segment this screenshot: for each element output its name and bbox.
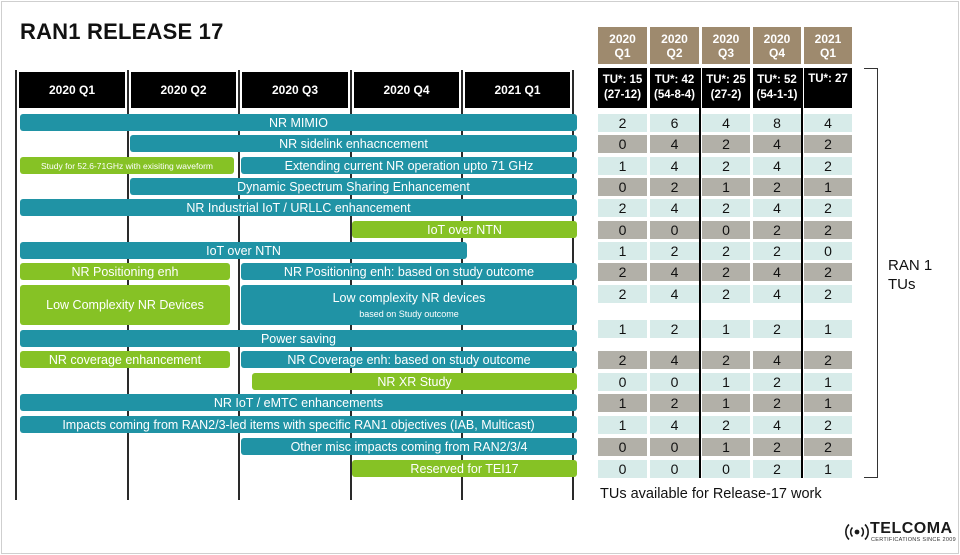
telcoma-logo [844,521,956,543]
tu-cell: 2 [598,351,647,369]
work-item-bar: NR Industrial IoT / URLLC enhancement [20,199,577,216]
tu-cell: 1 [702,394,750,412]
tu-column-year-quarter: 2021 Q1 [804,27,852,64]
tu-cell: 4 [753,263,801,281]
tu-cell: 4 [702,114,750,132]
tu-cell: 0 [650,460,699,478]
tu-cell: 1 [804,394,852,412]
tu-cell: 2 [804,221,852,239]
tu-cell: 2 [804,285,852,303]
tu-cell: 1 [804,320,852,338]
tu-cell: 4 [650,263,699,281]
tu-cell: 4 [650,199,699,217]
tu-cell: 0 [650,373,699,391]
study-item-bar: Study for 52.6-71GHz with exisiting waveform [20,157,234,174]
tu-cell: 2 [702,199,750,217]
tu-cell: 2 [753,221,801,239]
work-item-bar: Extending current NR operation upto 71 GHz [241,157,577,174]
logo-wordmark: TELCOMA [870,520,953,537]
work-item-bar: NR MIMIO [20,114,577,131]
tu-cell: 1 [702,320,750,338]
tu-total-header: TU*: 27 [804,68,852,108]
tu-cell: 2 [804,135,852,153]
tu-cell: 4 [753,157,801,175]
tu-cell: 4 [753,351,801,369]
tu-cell: 4 [650,157,699,175]
tu-cell: 6 [650,114,699,132]
tu-cell: 2 [753,394,801,412]
tu-cell: 0 [702,460,750,478]
work-item-sublabel: based on Study outcome [359,309,459,319]
tu-cell: 1 [804,460,852,478]
tu-column-year-quarter: 2020 Q4 [753,27,801,64]
tu-total-header: TU*: 52 (54-1-1) [753,68,801,108]
tu-cell: 1 [702,178,750,196]
tu-cell: 0 [598,178,647,196]
work-item-bar: NR Positioning enh: based on study outcome [241,263,577,280]
tu-total-header: TU*: 42 (54-8-4) [650,68,699,108]
tu-cell: 2 [650,320,699,338]
tu-cell: 2 [598,263,647,281]
tu-cell: 1 [598,242,647,260]
quarter-header: 2020 Q3 [242,72,348,108]
tu-cell: 1 [598,320,647,338]
work-item-bar: Other misc impacts coming from RAN2/3/4 [241,438,577,455]
tu-column-year-quarter: 2020 Q1 [598,27,647,64]
work-item-bar: NR sidelink enhacncement [130,135,577,152]
tu-bracket [864,68,878,478]
tu-cell: 1 [598,416,647,434]
tu-cell: 2 [598,285,647,303]
tu-column-year-quarter: 2020 Q3 [702,27,750,64]
tu-cell: 2 [804,157,852,175]
work-item-bar: IoT over NTN [20,242,467,259]
logo-tagline: CERTIFICATIONS SINCE 2009 [871,537,956,543]
tu-cell: 0 [598,460,647,478]
work-item-bar: Power saving [20,330,577,347]
tu-cell: 2 [702,285,750,303]
ran1-tus-label: RAN 1 TUs [888,257,933,293]
tu-cell: 2 [702,135,750,153]
study-item-bar: NR XR Study [252,373,577,390]
work-item-bar: Impacts coming from RAN2/3-led items with specific RAN1 objectives (IAB, Multicast) [20,416,577,433]
tu-cell: 1 [702,438,750,456]
tu-cell: 2 [753,320,801,338]
tu-cell: 0 [650,438,699,456]
tu-cell: 1 [598,394,647,412]
tu-cell: 4 [650,285,699,303]
tu-cell: 2 [650,242,699,260]
study-item-bar: IoT over NTN [352,221,577,238]
tu-cell: 2 [804,199,852,217]
tu-cell: 2 [650,394,699,412]
tu-cell: 2 [702,242,750,260]
tu-cell: 4 [650,416,699,434]
tu-cell: 0 [598,135,647,153]
tu-total-header: TU*: 15 (27-12) [598,68,647,108]
study-item-bar: Reserved for TEI17 [352,460,577,477]
tu-cell: 0 [702,221,750,239]
tu-cell: 2 [702,263,750,281]
tu-cell: 1 [804,373,852,391]
work-item-bar [241,285,577,325]
tu-cell: 2 [753,178,801,196]
tu-cell: 4 [650,135,699,153]
tu-cell: 2 [753,242,801,260]
tu-cell: 2 [753,460,801,478]
tu-cell: 2 [650,178,699,196]
tu-cell: 2 [804,351,852,369]
signal-icon [844,521,870,543]
tu-cell: 2 [702,351,750,369]
tu-cell: 2 [598,199,647,217]
work-item-bar: NR IoT / eMTC enhancements [20,394,577,411]
tu-cell: 2 [702,157,750,175]
tu-cell: 4 [753,285,801,303]
tu-cell: 4 [804,114,852,132]
column-divider [699,68,701,478]
tu-total-header: TU*: 25 (27-2) [702,68,750,108]
tu-cell: 2 [753,438,801,456]
work-item-bar: Dynamic Spectrum Sharing Enhancement [130,178,577,195]
tu-cell: 2 [804,416,852,434]
tu-cell: 1 [804,178,852,196]
tu-cell: 2 [804,438,852,456]
tu-cell: 4 [753,199,801,217]
tu-cell: 4 [650,351,699,369]
tu-cell: 8 [753,114,801,132]
quarter-header: 2021 Q1 [465,72,570,108]
tu-cell: 1 [598,157,647,175]
study-item-bar: NR Positioning enh [20,263,230,280]
tu-cell: 2 [753,373,801,391]
study-item-bar: Low Complexity NR Devices [20,285,230,325]
slide-title: RAN1 RELEASE 17 [20,19,224,44]
quarter-header: 2020 Q2 [131,72,236,108]
tu-cell: 4 [753,135,801,153]
tu-cell: 1 [702,373,750,391]
tu-cell: 4 [753,416,801,434]
tu-footer-note: TUs available for Release-17 work [600,486,822,502]
column-divider [801,68,803,478]
tu-cell: 0 [650,221,699,239]
quarter-header: 2020 Q1 [19,72,125,108]
tu-cell: 2 [804,263,852,281]
work-item-bar: NR Coverage enh: based on study outcome [241,351,577,368]
work-item-label: Low complexity NR devices [332,291,486,305]
tu-cell: 0 [598,438,647,456]
quarter-header: 2020 Q4 [354,72,459,108]
study-item-bar: NR coverage enhancement [20,351,230,368]
tu-cell: 2 [702,416,750,434]
tu-column-year-quarter: 2020 Q2 [650,27,699,64]
tu-cell: 2 [598,114,647,132]
tu-cell: 0 [598,221,647,239]
tu-cell: 0 [804,242,852,260]
timeline-divider [15,70,17,500]
tu-cell: 0 [598,373,647,391]
